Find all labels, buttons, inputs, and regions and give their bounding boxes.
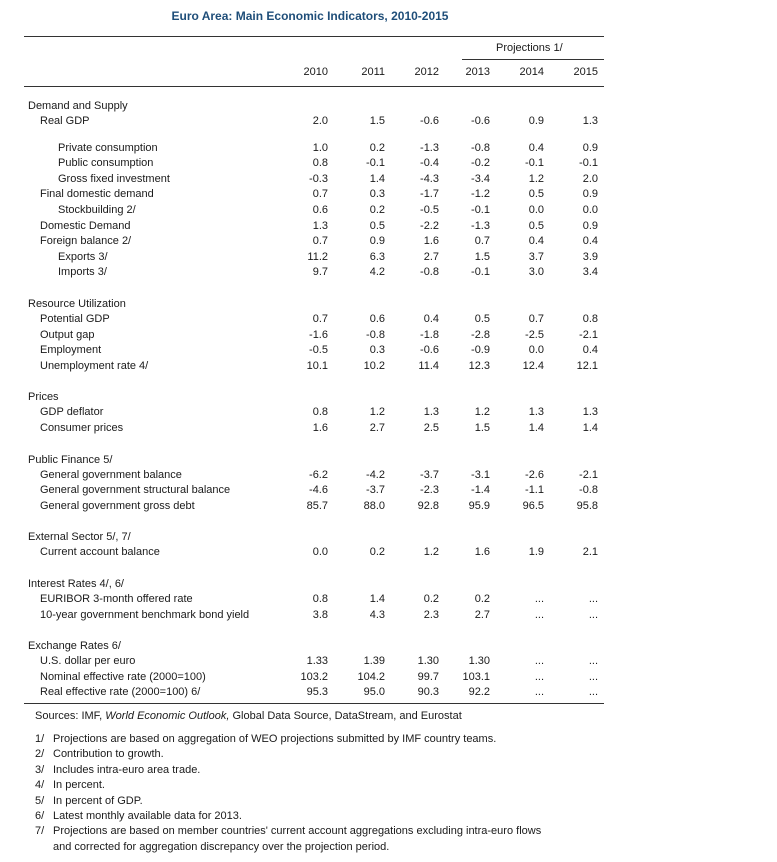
cell-2015: -0.8 <box>579 484 598 497</box>
row-label: U.S. dollar per euro <box>40 655 136 668</box>
cell-2010: 1.6 <box>312 422 328 434</box>
cell-2011: 88.0 <box>363 499 385 512</box>
cell-2015: 1.3 <box>582 115 598 127</box>
cell-2010: 0.7 <box>312 235 328 248</box>
cell-2015: 0.4 <box>582 235 598 248</box>
footnote-text: and corrected for aggregation discrepancy over the projection period. <box>53 840 390 853</box>
row-label: Unemployment rate 4/ <box>40 359 149 372</box>
header-rule <box>24 86 604 87</box>
footnote <box>35 732 496 746</box>
footnote <box>35 794 143 808</box>
cell-2015: 2.0 <box>582 172 598 185</box>
cell-2013: 95.9 <box>468 499 490 512</box>
cell-2013: 0.2 <box>474 593 490 605</box>
cell-2013: -0.9 <box>471 344 490 357</box>
cell-2014: -2.5 <box>525 328 544 341</box>
cell-2013: -3.1 <box>471 468 490 481</box>
sources-suffix: Global Data Source, DataStream, and Eurostat <box>229 710 462 722</box>
cell-2014: -2.6 <box>525 468 544 481</box>
cell-2011: 1.39 <box>363 655 385 668</box>
row-label: Consumer prices <box>40 422 124 434</box>
year-header-2013: 2013 <box>465 66 490 78</box>
cell-2014: 3.7 <box>528 250 544 263</box>
cell-2013: -3.4 <box>471 172 490 185</box>
footnote-text: Includes intra-euro area trade. <box>53 763 201 776</box>
section-heading: Prices <box>28 391 59 404</box>
year-header-2011: 2011 <box>361 66 385 78</box>
cell-2012: -0.5 <box>420 204 439 216</box>
cell-2010: 85.7 <box>306 499 328 512</box>
cell-2013: 0.5 <box>474 313 490 325</box>
row-label: Gross fixed investment <box>58 172 170 185</box>
footnote <box>35 824 541 838</box>
cell-2011: 0.3 <box>369 344 385 357</box>
cell-2012: -3.7 <box>420 468 439 481</box>
footnote-key: 1/ <box>35 733 45 745</box>
cell-2013: -0.6 <box>471 115 490 127</box>
cell-2015: ... <box>588 608 598 621</box>
year-header-2012: 2012 <box>414 66 439 78</box>
footnote <box>35 763 200 777</box>
cell-2015: 95.8 <box>576 499 598 512</box>
cell-2014: 0.5 <box>528 219 544 232</box>
cell-2015: 2.1 <box>582 546 598 559</box>
cell-2010: 0.7 <box>312 188 328 201</box>
cell-2012: 90.3 <box>417 686 439 699</box>
cell-2012: 1.30 <box>417 655 439 668</box>
cell-2010: -1.6 <box>309 328 328 341</box>
cell-2014: ... <box>534 670 544 683</box>
cell-2014: ... <box>534 655 544 668</box>
cell-2012: -2.3 <box>420 484 439 497</box>
cell-2012: -1.7 <box>420 188 439 201</box>
footnote <box>35 809 242 823</box>
cell-2014: 0.5 <box>528 188 544 201</box>
cell-2013: 1.30 <box>468 655 490 668</box>
cell-2010: 0.7 <box>312 313 328 325</box>
cell-2012: 2.5 <box>423 422 439 434</box>
cell-2011: 0.2 <box>369 204 385 216</box>
cell-2010: 11.2 <box>307 250 328 263</box>
cell-2012: 1.3 <box>423 406 439 419</box>
cell-2010: 0.8 <box>312 406 328 419</box>
cell-2011: 95.0 <box>363 686 385 699</box>
cell-2011: 1.4 <box>369 172 385 185</box>
cell-2013: -0.1 <box>471 266 490 279</box>
cell-2010: 1.0 <box>312 141 328 154</box>
cell-2013: 103.1 <box>462 670 490 683</box>
cell-2010: -4.6 <box>309 484 328 497</box>
cell-2012: 92.8 <box>417 499 439 512</box>
sources-prefix: Sources: IMF, <box>35 710 106 722</box>
cell-2012: 0.4 <box>423 313 439 325</box>
row-label: Potential GDP <box>40 313 110 325</box>
footnote-key: 7/ <box>35 825 45 838</box>
cell-2014: 1.9 <box>528 546 544 559</box>
cell-2011: 1.5 <box>369 115 385 127</box>
section-heading: External Sector 5/, 7/ <box>28 531 131 544</box>
cell-2011: 0.5 <box>369 219 385 232</box>
cell-2010: 95.3 <box>306 686 328 699</box>
cell-2012: -2.2 <box>420 219 439 232</box>
cell-2014: 0.4 <box>528 235 544 248</box>
row-label: Foreign balance 2/ <box>40 235 132 248</box>
footnote <box>35 778 105 792</box>
cell-2013: 92.2 <box>468 686 490 699</box>
footnote-key: 2/ <box>35 748 45 761</box>
cell-2010: 9.7 <box>312 266 328 279</box>
cell-2011: 104.2 <box>357 670 385 683</box>
cell-2011: 0.9 <box>369 235 385 248</box>
footnote-key: 4/ <box>35 779 45 792</box>
cell-2012: 99.7 <box>417 670 439 683</box>
cell-2015: 3.4 <box>582 266 598 279</box>
cell-2015: 0.4 <box>582 344 598 357</box>
row-label: Stockbuilding 2/ <box>58 204 136 216</box>
cell-2014: 3.0 <box>528 266 544 279</box>
cell-2014: 1.3 <box>528 406 544 419</box>
cell-2015: 1.3 <box>582 406 598 419</box>
cell-2013: -1.2 <box>471 188 490 201</box>
cell-2010: -6.2 <box>309 468 328 481</box>
projections-rule <box>462 59 604 60</box>
cell-2011: 6.3 <box>369 250 385 263</box>
cell-2015: 0.9 <box>582 188 598 201</box>
row-label: Domestic Demand <box>40 219 131 232</box>
cell-2015: -2.1 <box>579 328 598 341</box>
cell-2013: -0.1 <box>471 204 490 216</box>
cell-2013: -1.4 <box>471 484 490 497</box>
cell-2015: ... <box>588 686 598 699</box>
row-label: Public consumption <box>58 157 154 170</box>
row-label: Real GDP <box>40 115 90 127</box>
year-header-2015: 2015 <box>573 66 598 78</box>
cell-2014: 0.4 <box>528 141 544 154</box>
row-label: General government structural balance <box>40 484 231 497</box>
footnote-text: In percent of GDP. <box>53 794 143 807</box>
footnote-key: 3/ <box>35 763 45 776</box>
cell-2010: 103.2 <box>300 670 328 683</box>
section-heading: Interest Rates 4/, 6/ <box>28 578 124 590</box>
cell-2011: 0.3 <box>369 188 385 201</box>
cell-2014: ... <box>534 593 544 605</box>
row-label: Imports 3/ <box>58 266 107 279</box>
cell-2010: 0.0 <box>312 546 328 559</box>
cell-2013: 0.7 <box>474 235 490 248</box>
cell-2012: -1.3 <box>420 141 439 154</box>
row-label: Real effective rate (2000=100) 6/ <box>40 686 201 699</box>
row-label: EURIBOR 3-month offered rate <box>40 593 193 605</box>
cell-2013: -2.8 <box>471 328 490 341</box>
row-label: GDP deflator <box>40 406 104 419</box>
cell-2014: -0.1 <box>525 157 544 170</box>
cell-2011: 0.2 <box>369 546 385 559</box>
footnote-text: Contribution to growth. <box>53 748 164 761</box>
cell-2013: 12.3 <box>468 359 490 372</box>
cell-2015: 12.1 <box>576 359 598 372</box>
cell-2011: 2.7 <box>369 422 385 434</box>
cell-2010: 1.3 <box>312 219 328 232</box>
cell-2015: -2.1 <box>579 468 598 481</box>
row-label: General government gross debt <box>40 499 195 512</box>
cell-2015: ... <box>588 670 598 683</box>
section-heading: Exchange Rates 6/ <box>28 640 121 653</box>
cell-2014: 0.0 <box>528 344 544 357</box>
footnote-text: Projections are based on member countries' current account aggregations excluding intra-euro flows <box>53 825 542 838</box>
cell-2011: 4.2 <box>369 266 385 279</box>
cell-2011: 0.6 <box>369 313 385 325</box>
cell-2015: 3.9 <box>582 250 598 263</box>
footnote-text: In percent. <box>53 779 105 792</box>
cell-2012: -0.6 <box>420 344 439 357</box>
footnote-text: Projections are based on aggregation of WEO projections submitted by IMF country teams. <box>53 733 497 745</box>
cell-2012: -4.3 <box>420 172 439 185</box>
cell-2012: 1.2 <box>423 546 439 559</box>
cell-2013: 2.7 <box>474 608 490 621</box>
cell-2012: -0.4 <box>420 157 439 170</box>
cell-2010: 0.8 <box>312 157 328 170</box>
cell-2014: ... <box>534 686 544 699</box>
cell-2011: 4.3 <box>369 608 385 621</box>
row-label: 10-year government benchmark bond yield <box>40 608 250 621</box>
row-label: Output gap <box>40 328 95 341</box>
row-label: Nominal effective rate (2000=100) <box>40 670 206 683</box>
cell-2012: 0.2 <box>423 593 439 605</box>
year-header-2014: 2014 <box>519 66 544 78</box>
footnote <box>35 747 164 761</box>
cell-2011: 1.2 <box>369 406 385 419</box>
cell-2011: -4.2 <box>366 468 385 481</box>
row-label: Final domestic demand <box>40 188 154 201</box>
cell-2011: -0.8 <box>366 328 385 341</box>
cell-2011: -3.7 <box>366 484 385 497</box>
cell-2011: 0.2 <box>369 141 385 154</box>
cell-2015: 0.9 <box>582 141 598 154</box>
cell-2010: -0.3 <box>309 172 328 185</box>
cell-2014: 1.2 <box>528 172 544 185</box>
cell-2015: 0.9 <box>582 219 598 232</box>
cell-2012: -0.8 <box>420 266 439 279</box>
cell-2013: -0.2 <box>471 157 490 170</box>
cell-2012: -0.6 <box>420 115 439 127</box>
cell-2014: ... <box>534 608 544 621</box>
sources-italic: World Economic Outlook, <box>105 710 230 722</box>
cell-2012: -1.8 <box>420 328 439 341</box>
cell-2012: 2.3 <box>423 608 439 621</box>
table-title: Euro Area: Main Economic Indicators, 2010-2015 <box>171 9 449 23</box>
cell-2010: 2.0 <box>312 115 328 127</box>
cell-2015: 0.8 <box>582 313 598 325</box>
footnote-text: Latest monthly available data for 2013. <box>53 810 242 822</box>
cell-2013: 1.2 <box>474 406 490 419</box>
cell-2011: 10.2 <box>363 359 385 372</box>
cell-2014: 1.4 <box>528 422 544 434</box>
footnote-key: 6/ <box>35 810 45 822</box>
footnote <box>35 840 389 854</box>
row-label: Current account balance <box>40 546 160 559</box>
cell-2010: -0.5 <box>309 344 328 357</box>
cell-2010: 0.6 <box>312 204 328 216</box>
section-heading: Public Finance 5/ <box>28 453 113 466</box>
projections-header: Projections 1/ <box>496 42 563 54</box>
cell-2010: 1.33 <box>306 655 328 668</box>
cell-2014: 96.5 <box>522 499 544 512</box>
cell-2010: 10.1 <box>306 359 328 372</box>
cell-2010: 3.8 <box>312 608 328 621</box>
cell-2011: -0.1 <box>366 157 385 170</box>
footnote-key: 5/ <box>35 794 45 807</box>
cell-2013: -1.3 <box>471 219 490 232</box>
cell-2015: -0.1 <box>579 157 598 170</box>
cell-2011: 1.4 <box>369 593 385 605</box>
section-heading: Resource Utilization <box>28 298 126 310</box>
cell-2014: -1.1 <box>525 484 544 497</box>
cell-2013: 1.5 <box>474 250 490 263</box>
cell-2014: 0.7 <box>528 313 544 325</box>
row-label: Private consumption <box>58 141 158 154</box>
cell-2013: 1.5 <box>474 422 490 434</box>
cell-2015: 1.4 <box>582 422 598 434</box>
top-rule <box>24 36 604 37</box>
cell-2012: 2.7 <box>423 250 439 263</box>
sources-note <box>35 709 462 723</box>
row-label: General government balance <box>40 468 182 481</box>
cell-2014: 0.0 <box>528 204 544 216</box>
section-heading: Demand and Supply <box>28 100 128 112</box>
cell-2015: ... <box>588 593 598 605</box>
row-label: Employment <box>40 344 102 357</box>
cell-2013: -0.8 <box>471 141 490 154</box>
cell-2015: 0.0 <box>582 204 598 216</box>
cell-2015: ... <box>588 655 598 668</box>
cell-2010: 0.8 <box>312 593 328 605</box>
cell-2012: 11.4 <box>418 359 439 372</box>
row-label: Exports 3/ <box>58 250 108 263</box>
year-header-2010: 2010 <box>303 66 328 78</box>
cell-2012: 1.6 <box>423 235 439 248</box>
cell-2014: 0.9 <box>528 115 544 127</box>
bottom-rule <box>24 703 604 704</box>
cell-2013: 1.6 <box>474 546 490 559</box>
cell-2014: 12.4 <box>522 359 544 372</box>
